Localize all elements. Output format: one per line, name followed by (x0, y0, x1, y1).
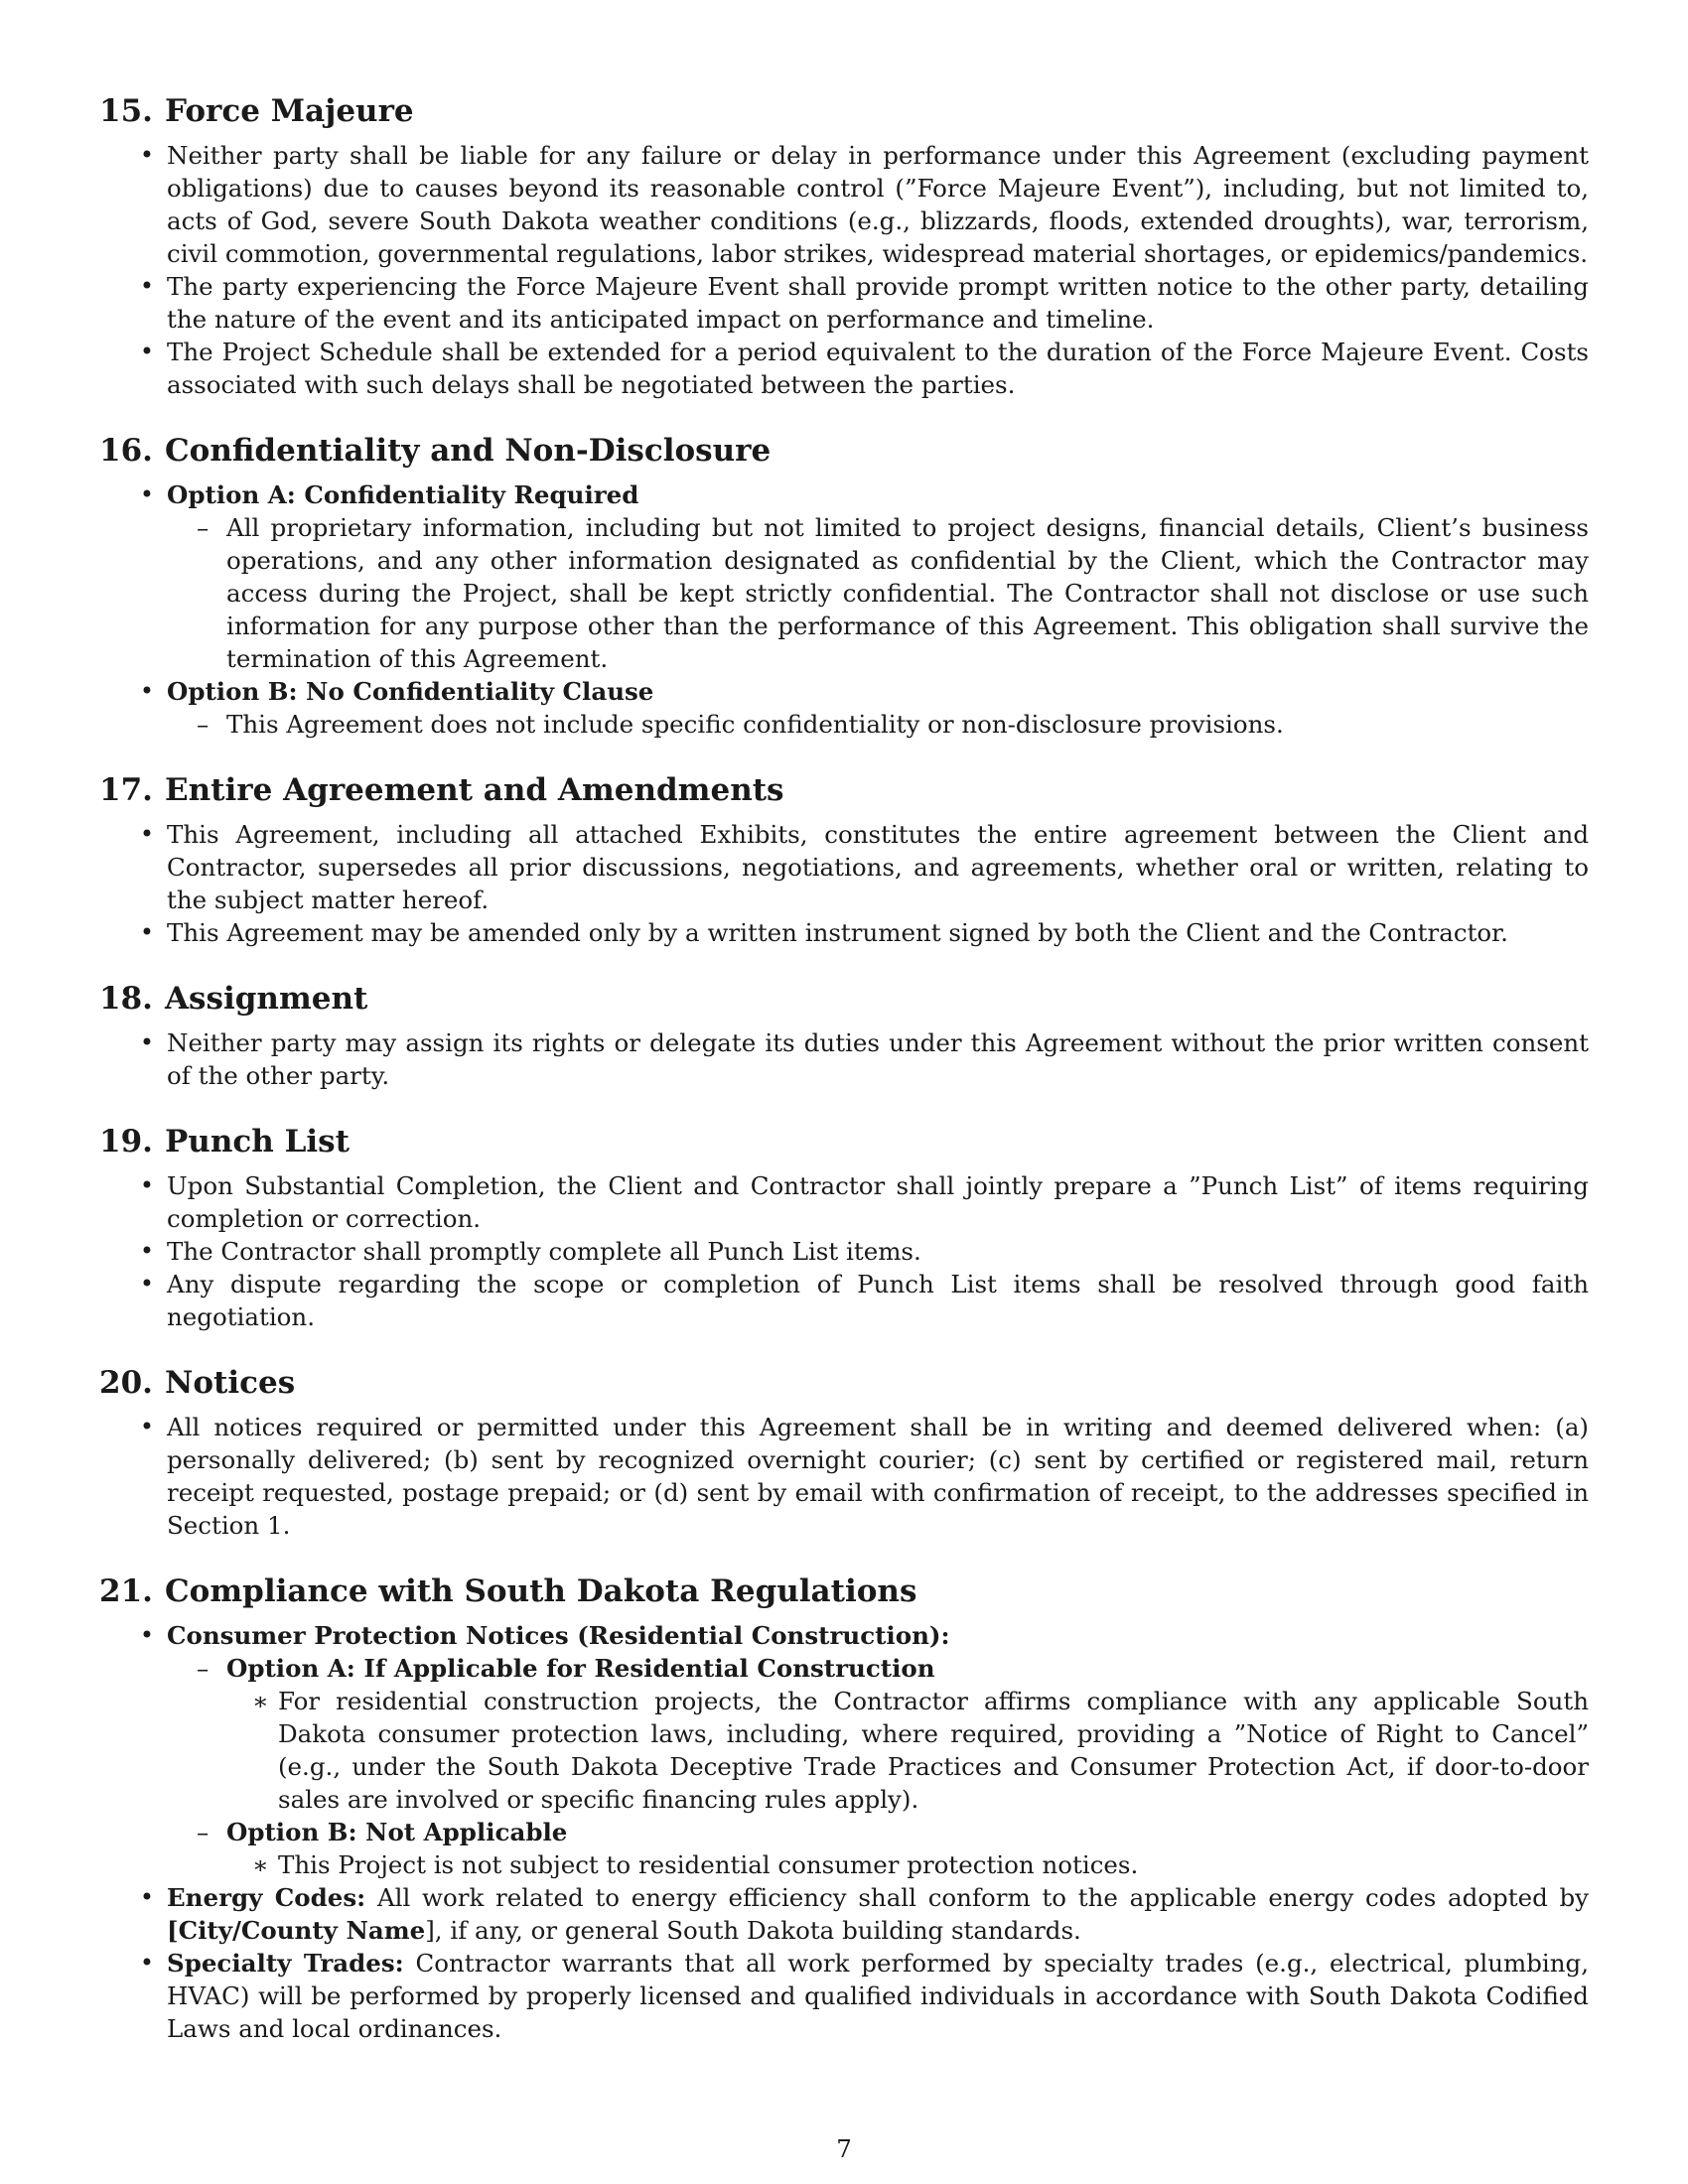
bullet-icon: • (139, 141, 155, 169)
section-entire-agreement (99, 770, 1589, 949)
energy-codes-text: All work related to energy efficiency shall conform to the applicable energy codes adopted by (376, 1883, 1589, 1912)
option-label: Option B: No Confidentiality Clause (167, 677, 654, 706)
bullet-icon: • (139, 1621, 155, 1649)
bullet-icon: • (139, 677, 155, 705)
list-item (139, 1411, 1589, 1542)
section-confidentiality (99, 431, 1589, 741)
sub-sub-list-item-text: This Project is not subject to residential consumer protection notices. (278, 1850, 1139, 1879)
list-item-text: Upon Substantial Completion, the Client and Contractor shall jointly prepare a ”Punch List” of items requiring completion or correction. (167, 1171, 1589, 1233)
sub-list-item-text: This Agreement does not include specific confidentiality or non-disclosure provisions. (226, 710, 1284, 739)
section-number: 15. (99, 93, 153, 129)
list-item (139, 336, 1589, 401)
sub-list-item (197, 511, 1589, 675)
section-notices (99, 1363, 1589, 1542)
section-title: Entire Agreement and Amendments (165, 772, 784, 808)
bullet-list (99, 818, 1589, 949)
list-item-text: The party experiencing the Force Majeure Event shall provide prompt written notice to the other party, detailing the nature of the event and its anticipated impact on performance and timeline. (167, 272, 1589, 334)
section-heading (99, 1122, 1589, 1161)
section-title: Force Majeure (165, 93, 414, 129)
section-number: 18. (99, 981, 153, 1017)
section-title: Notices (165, 1365, 296, 1401)
bullet-icon: • (139, 480, 155, 508)
sub-sub-list (226, 1685, 1589, 1816)
dash-icon: – (197, 710, 210, 739)
sub-sub-list-item (252, 1848, 1589, 1881)
list-item (139, 1235, 1589, 1268)
dash-icon: – (197, 1818, 210, 1846)
section-punch-list (99, 1122, 1589, 1333)
option-label: Option A: If Applicable for Residential Construction (226, 1654, 935, 1683)
section-title: Punch List (165, 1124, 350, 1160)
sub-list-item (197, 708, 1589, 741)
section-heading (99, 770, 1589, 810)
list-item-text: The Contractor shall promptly complete all Punch List items. (167, 1237, 921, 1266)
section-number: 16. (99, 433, 153, 469)
sub-sub-list-item (252, 1685, 1589, 1816)
list-item-text: The Project Schedule shall be extended for a period equivalent to the duration of the Force Majeure Event. Costs associated with such delays shall be negotiated between the parties. (167, 338, 1589, 399)
bullet-list (99, 1169, 1589, 1333)
bullet-list (99, 1026, 1589, 1092)
city-county-placeholder: [City/County Name (167, 1916, 426, 1945)
bullet-icon: • (139, 820, 155, 848)
section-compliance (99, 1571, 1589, 2045)
section-number: 20. (99, 1365, 153, 1401)
list-item-text: This Agreement may be amended only by a written instrument signed by both the Client and the Contractor. (167, 918, 1508, 947)
section-title: Assignment (165, 981, 368, 1017)
consumer-protection-label: Consumer Protection Notices (Residential Construction): (167, 1621, 950, 1650)
section-heading (99, 1571, 1589, 1611)
bullet-icon: • (139, 1883, 155, 1911)
sub-list-item (197, 1816, 1589, 1881)
sub-list-item (197, 1652, 1589, 1816)
section-number: 19. (99, 1124, 153, 1160)
option-label: Option B: Not Applicable (226, 1818, 568, 1846)
section-number: 21. (99, 1573, 153, 1609)
section-heading (99, 431, 1589, 471)
bullet-list (99, 139, 1589, 401)
section-title: Confidentiality and Non-Disclosure (165, 433, 772, 469)
bullet-icon: • (139, 1237, 155, 1265)
dash-icon: – (197, 513, 210, 542)
list-item (139, 1947, 1589, 2045)
specialty-trades-label: Specialty Trades: (167, 1949, 404, 1978)
list-item-text: Neither party shall be liable for any failure or delay in performance under this Agreement (excluding payment obligations) due to causes beyond its reasonable control (”Force Majeure Event”), including, but not limited to, acts of God, severe South Dakota weather conditions (e.g., blizzards, floods, extended droughts), war, terrorism, civil commotion, governmental regulations, labor strikes, widespread material shortages, or epidemics/pandemics. (167, 141, 1589, 268)
list-item-text: This Agreement, including all attached Exhibits, constitutes the entire agreement between the Client and Contractor, supersedes all prior discussions, negotiations, and agreements, whether oral or written, relating to the subject matter hereof. (167, 820, 1589, 914)
energy-codes-text-end: ], if any, or general South Dakota building standards. (425, 1916, 1081, 1945)
sub-list-item-text: All proprietary information, including but not limited to project designs, financial details, Client’s business operations, and any other information designated as confidential by the Client, which the Contractor may access during the Project, shall be kept strictly confidential. The Contractor shall not disclose or use such information for any purpose other than the performance of this Agreement. This obligation shall survive the termination of this Agreement. (226, 513, 1589, 673)
list-item (139, 1026, 1589, 1092)
list-item (139, 139, 1589, 270)
sub-list (167, 511, 1589, 675)
asterisk-icon: ∗ (252, 1850, 269, 1879)
section-number: 17. (99, 772, 153, 808)
sub-list (167, 1652, 1589, 1881)
list-item (139, 478, 1589, 675)
option-label: Option A: Confidentiality Required (167, 480, 639, 509)
bullet-icon: • (139, 1171, 155, 1199)
sub-list (167, 708, 1589, 741)
bullet-icon: • (139, 338, 155, 365)
list-item (139, 1881, 1589, 1947)
list-item (139, 1619, 1589, 1881)
list-item (139, 916, 1589, 949)
page-number: 7 (836, 2134, 852, 2163)
bullet-list (99, 1411, 1589, 1542)
list-item-text: Any dispute regarding the scope or completion of Punch List items shall be resolved through good faith negotiation. (167, 1270, 1589, 1331)
energy-codes-label: Energy Codes: (167, 1883, 366, 1912)
list-item-text: All notices required or permitted under this Agreement shall be in writing and deemed delivered when: (a) personally delivered; (b) sent by recognized overnight courier; (c) sent by certified or registered mail, return receipt requested, postage prepaid; or (d) sent by email with confirmation of receipt, to the addresses specified in Section 1. (167, 1413, 1589, 1540)
sub-sub-list-item-text: For residential construction projects, the Contractor affirms compliance with any applicable South Dakota consumer protection laws, including, where required, providing a ”Notice of Right to Cancel” (e.g., under the South Dakota Deceptive Trade Practices and Consumer Protection Act, if door-to-door sales are involved or specific financing rules apply). (278, 1687, 1589, 1814)
section-heading (99, 91, 1589, 131)
bullet-list (99, 478, 1589, 741)
section-heading (99, 1363, 1589, 1403)
section-title: Compliance with South Dakota Regulations (165, 1573, 917, 1609)
bullet-icon: • (139, 1270, 155, 1297)
list-item (139, 675, 1589, 741)
section-assignment (99, 979, 1589, 1092)
bullet-icon: • (139, 1949, 155, 1977)
bullet-icon: • (139, 1413, 155, 1440)
list-item (139, 1169, 1589, 1235)
bullet-icon: • (139, 918, 155, 946)
section-heading (99, 979, 1589, 1019)
list-item (139, 818, 1589, 916)
list-item (139, 270, 1589, 336)
specialty-trades-text: Contractor warrants that all work performed by specialty trades (e.g., electrical, plumbing, HVAC) will be performed by properly licensed and qualified individuals in accordance with South Dakota Codified Laws and local ordinances. (167, 1949, 1589, 2043)
list-item-text: Neither party may assign its rights or delegate its duties under this Agreement without the prior written consent of the other party. (167, 1028, 1589, 1090)
sub-sub-list (226, 1848, 1589, 1881)
dash-icon: – (197, 1654, 210, 1683)
asterisk-icon: ∗ (252, 1687, 269, 1715)
bullet-icon: • (139, 272, 155, 300)
section-force-majeure (99, 91, 1589, 401)
bullet-icon: • (139, 1028, 155, 1056)
list-item (139, 1268, 1589, 1333)
bullet-list (99, 1619, 1589, 2045)
